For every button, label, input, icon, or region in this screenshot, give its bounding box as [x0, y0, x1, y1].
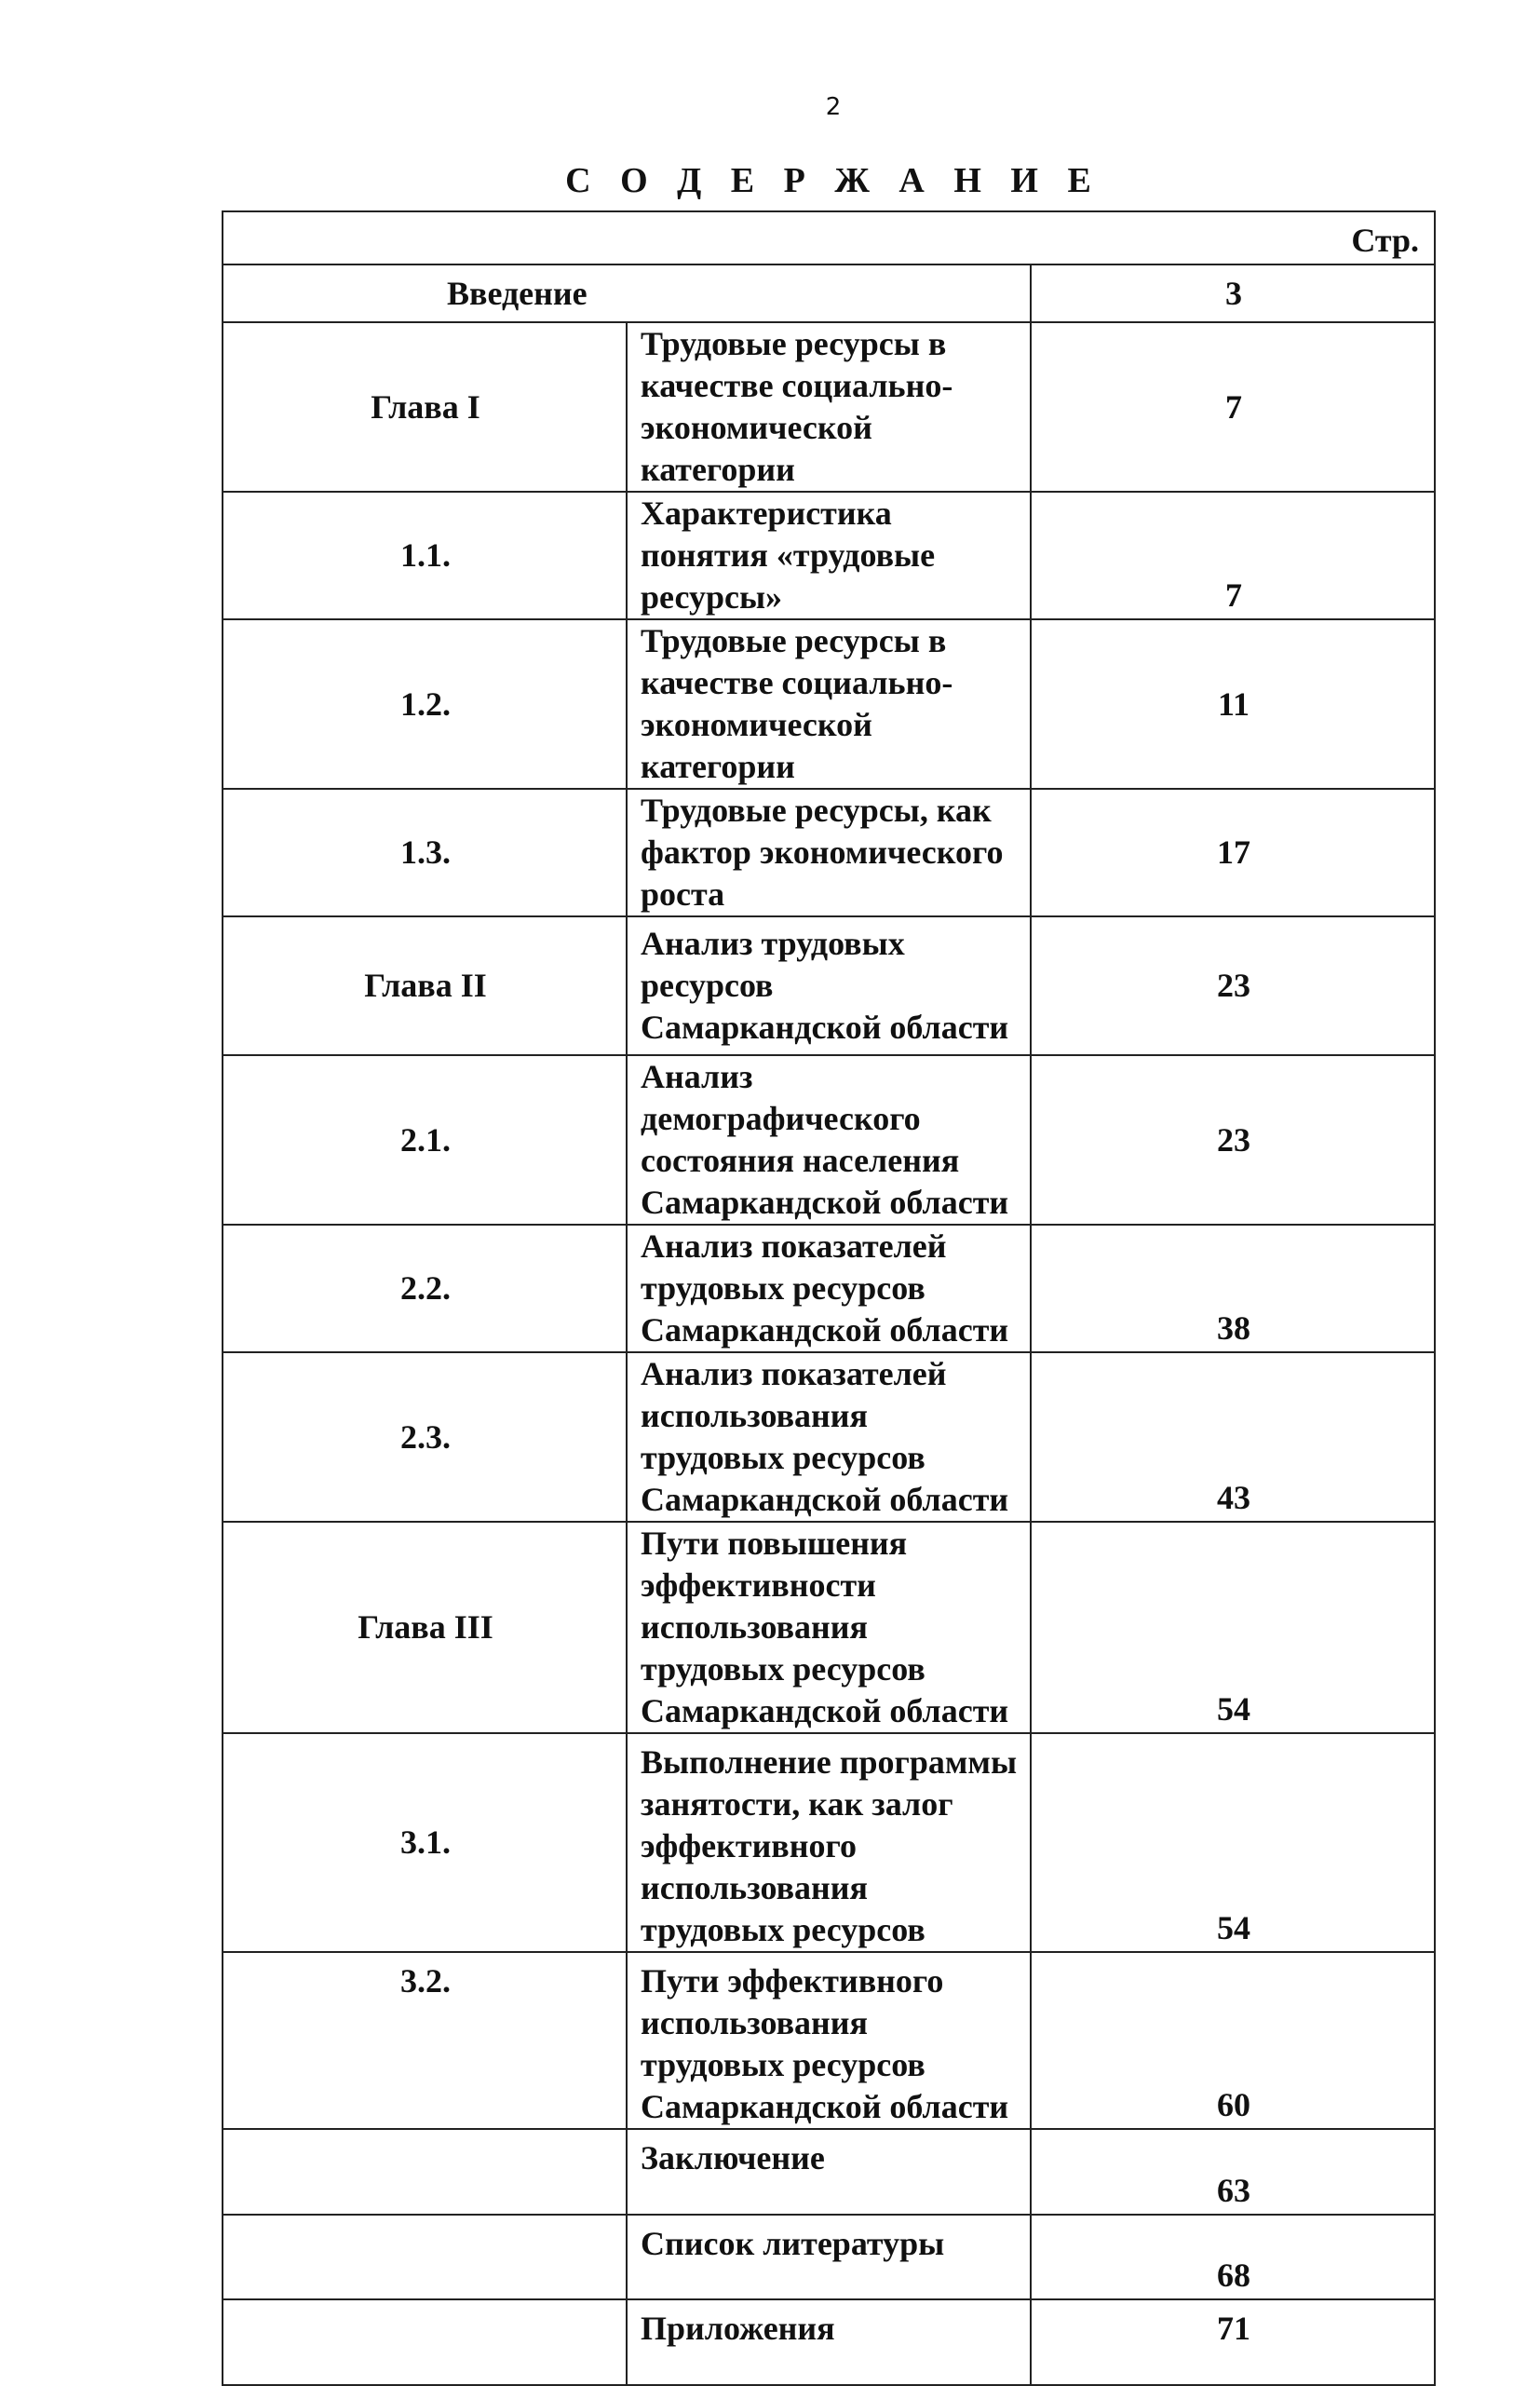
toc-row-page: 7 — [1031, 492, 1435, 619]
toc-row-title: Пути повышения эффективности использования трудовых ресурсов Самаркандской области — [627, 1522, 1031, 1733]
toc-row — [223, 2129, 1435, 2215]
toc-row-number — [223, 2299, 627, 2385]
toc-row-page: 23 — [1031, 916, 1435, 1055]
toc-row-number — [223, 2129, 627, 2215]
page-column-label: Стр. — [223, 211, 1435, 264]
toc-header-row — [223, 211, 1435, 264]
toc-row-page: 17 — [1031, 789, 1435, 916]
page-number: 2 — [825, 93, 842, 121]
toc-row-page: 43 — [1031, 1352, 1435, 1522]
toc-row-title: Приложения — [627, 2299, 1031, 2385]
toc-row-number — [223, 2215, 627, 2299]
document-title: С О Д Е Р Ж А Н И Е — [565, 161, 1101, 200]
toc-row-page: 68 — [1031, 2215, 1435, 2299]
toc-row-number: Глава II — [223, 916, 627, 1055]
toc-row-number: 2.1. — [223, 1055, 627, 1225]
toc-row-page: 23 — [1031, 1055, 1435, 1225]
toc-row — [223, 1952, 1435, 2129]
table-of-contents — [222, 210, 1436, 2386]
toc-row-number: Глава III — [223, 1522, 627, 1733]
toc-row — [223, 789, 1435, 916]
toc-row-page: 7 — [1031, 322, 1435, 492]
toc-row — [223, 2215, 1435, 2299]
toc-row-intro — [223, 264, 1435, 322]
toc-row — [223, 1055, 1435, 1225]
toc-row-number: 1.1. — [223, 492, 627, 619]
toc-row-title: Характеристика понятия «трудовые ресурсы» — [627, 492, 1031, 619]
toc-row-number: Глава I — [223, 322, 627, 492]
toc-row — [223, 619, 1435, 789]
toc-row-number: 3.2. — [223, 1952, 627, 2129]
toc-row-title: Выполнение программы занятости, как залог эффективного использования трудовых ресурсов — [627, 1733, 1031, 1952]
toc-row-title: Анализ показателей трудовых ресурсов Самаркандской области — [627, 1225, 1031, 1352]
toc-row-page: 54 — [1031, 1522, 1435, 1733]
toc-row-title: Заключение — [627, 2129, 1031, 2215]
toc-row-title: Трудовые ресурсы в качестве социально-экономической категории — [627, 619, 1031, 789]
toc-row-page: 11 — [1031, 619, 1435, 789]
toc-intro-title: Введение — [223, 264, 1031, 322]
toc-row-page: 71 — [1031, 2299, 1435, 2385]
toc-row-title: Анализ показателей использования трудовых ресурсов Самаркандской области — [627, 1352, 1031, 1522]
toc-row-title: Анализ демографического состояния населения Самаркандской области — [627, 1055, 1031, 1225]
toc-row-title: Анализ трудовых ресурсов Самаркандской области — [627, 916, 1031, 1055]
toc-row — [223, 1352, 1435, 1522]
toc-row — [223, 322, 1435, 492]
toc-row — [223, 1225, 1435, 1352]
toc-row-title: Пути эффективного использования трудовых ресурсов Самаркандской области — [627, 1952, 1031, 2129]
toc-row-number: 2.2. — [223, 1225, 627, 1352]
toc-row — [223, 916, 1435, 1055]
toc-row-title: Трудовые ресурсы в качестве социально-экономической категории — [627, 322, 1031, 492]
toc-row-number: 2.3. — [223, 1352, 627, 1522]
toc-row-page: 38 — [1031, 1225, 1435, 1352]
toc-row-title: Трудовые ресурсы, как фактор экономического роста — [627, 789, 1031, 916]
toc-row-number: 1.3. — [223, 789, 627, 916]
toc-row-title: Список литературы — [627, 2215, 1031, 2299]
toc-row-number: 3.1. — [223, 1733, 627, 1952]
toc-intro-page: 3 — [1031, 264, 1435, 322]
toc-row — [223, 1733, 1435, 1952]
toc-row-page: 54 — [1031, 1733, 1435, 1952]
toc-row-page: 60 — [1031, 1952, 1435, 2129]
toc-row — [223, 492, 1435, 619]
toc-row-page: 63 — [1031, 2129, 1435, 2215]
toc-row-number: 1.2. — [223, 619, 627, 789]
toc-row — [223, 2299, 1435, 2385]
toc-row — [223, 1522, 1435, 1733]
